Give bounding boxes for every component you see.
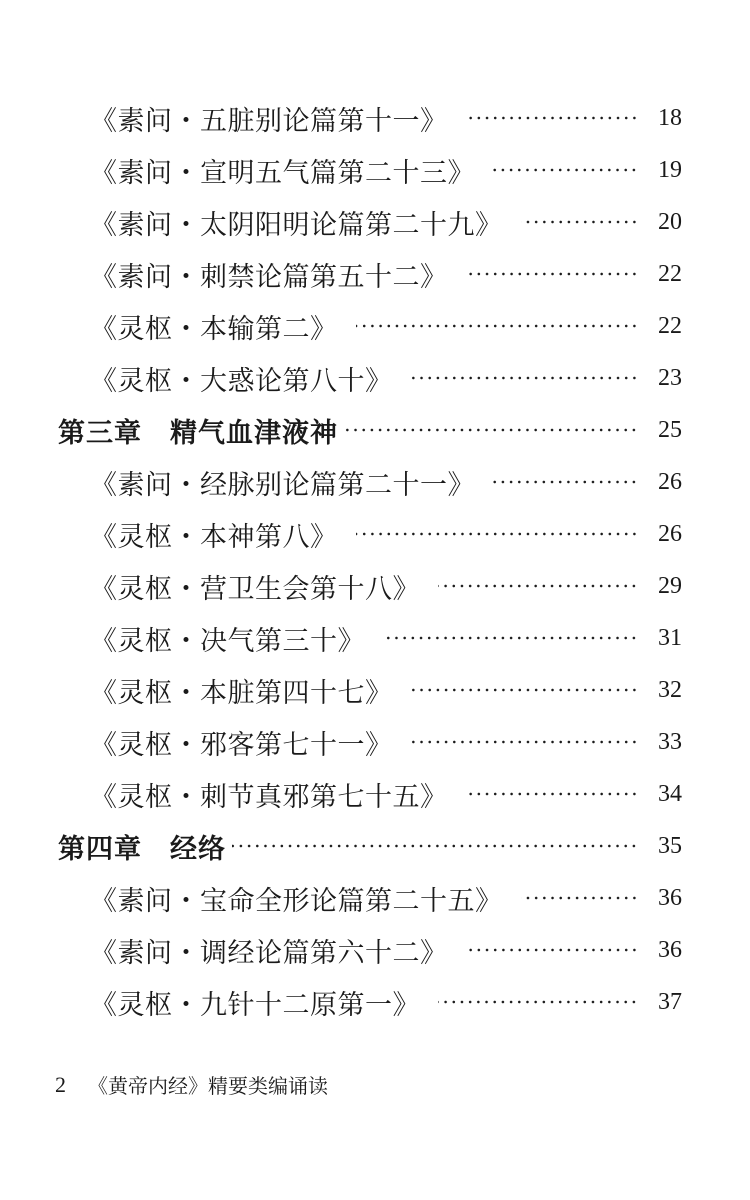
toc-entry-title: 《灵枢・营卫生会第十八》: [90, 573, 420, 605]
toc-entry-title: 《灵枢・本输第二》: [90, 313, 338, 345]
toc-entry: [0, 768, 750, 820]
toc-entry: [0, 144, 750, 196]
toc-chapter-heading: [0, 404, 750, 456]
toc-entry: [0, 716, 750, 768]
toc-entry: [0, 92, 750, 144]
dot-leader: [493, 479, 638, 485]
dot-leader: [466, 947, 639, 953]
dot-leader: [383, 635, 638, 641]
toc-entry-title: 《素问・经脉别论篇第二十一》: [90, 469, 475, 501]
dot-leader: [344, 427, 638, 433]
toc-entry: [0, 872, 750, 924]
toc-entry-title: 《灵枢・本脏第四十七》: [90, 677, 393, 709]
table-of-contents: [0, 92, 750, 1028]
dot-leader: [438, 583, 638, 589]
dot-leader: [232, 843, 638, 849]
dot-leader: [411, 739, 639, 745]
dot-leader: [493, 167, 638, 173]
toc-entry-title: 《灵枢・九针十二原第一》: [90, 989, 420, 1021]
toc-entry-title: 《灵枢・刺节真邪第七十五》: [90, 781, 448, 813]
running-book-title: 《黄帝内经》精要类编诵读: [88, 1074, 328, 1098]
toc-entry: [0, 300, 750, 352]
toc-entry-title: 《素问・刺禁论篇第五十二》: [90, 261, 448, 293]
dot-leader: [466, 271, 639, 277]
chapter-title: 第四章 经络: [58, 833, 226, 865]
toc-entry: [0, 560, 750, 612]
toc-entry-title: 《素问・五脏别论篇第十一》: [90, 105, 448, 137]
toc-entry-page: 26: [658, 468, 682, 495]
toc-entry-page: 26: [658, 520, 682, 547]
toc-entry-page: 37: [658, 988, 682, 1015]
toc-entry-page: 35: [658, 832, 682, 859]
toc-entry: [0, 248, 750, 300]
toc-entry-title: 《灵枢・决气第三十》: [90, 625, 365, 657]
toc-entry: [0, 664, 750, 716]
toc-entry-title: 《素问・太阴阳明论篇第二十九》: [90, 209, 503, 241]
page-footer: [55, 1070, 328, 1099]
toc-entry-page: 34: [658, 780, 682, 807]
toc-entry-page: 25: [658, 416, 682, 443]
toc-entry: [0, 508, 750, 560]
dot-leader: [411, 375, 639, 381]
toc-entry-page: 22: [658, 260, 682, 287]
toc-entry: [0, 456, 750, 508]
toc-entry-title: 《素问・宣明五气篇第二十三》: [90, 157, 475, 189]
toc-entry-page: 22: [658, 312, 682, 339]
toc-entry-page: 19: [658, 156, 682, 183]
toc-entry-page: 36: [658, 884, 682, 911]
dot-leader: [411, 687, 639, 693]
toc-entry-page: 33: [658, 728, 682, 755]
toc-entry: [0, 196, 750, 248]
dot-leader: [356, 323, 639, 329]
dot-leader: [438, 999, 638, 1005]
toc-entry-page: 18: [658, 104, 682, 131]
toc-entry: [0, 612, 750, 664]
toc-entry-title: 《灵枢・邪客第七十一》: [90, 729, 393, 761]
toc-entry-page: 29: [658, 572, 682, 599]
dot-leader: [466, 115, 639, 121]
toc-entry-title: 《素问・宝命全形论篇第二十五》: [90, 885, 503, 917]
toc-entry: [0, 352, 750, 404]
toc-entry-title: 《灵枢・本神第八》: [90, 521, 338, 553]
toc-entry-title: 《灵枢・大惑论第八十》: [90, 365, 393, 397]
chapter-title: 第三章 精气血津液神: [58, 417, 338, 449]
dot-leader: [521, 219, 639, 225]
toc-entry-page: 36: [658, 936, 682, 963]
toc-entry-title: 《素问・调经论篇第六十二》: [90, 937, 448, 969]
page-number: 2: [55, 1071, 66, 1097]
dot-leader: [466, 791, 639, 797]
toc-chapter-heading: [0, 820, 750, 872]
toc-entry: [0, 976, 750, 1028]
toc-entry-page: 23: [658, 364, 682, 391]
toc-entry-page: 20: [658, 208, 682, 235]
toc-entry-page: 31: [658, 624, 682, 651]
dot-leader: [521, 895, 639, 901]
dot-leader: [356, 531, 639, 537]
toc-entry-page: 32: [658, 676, 682, 703]
toc-entry: [0, 924, 750, 976]
